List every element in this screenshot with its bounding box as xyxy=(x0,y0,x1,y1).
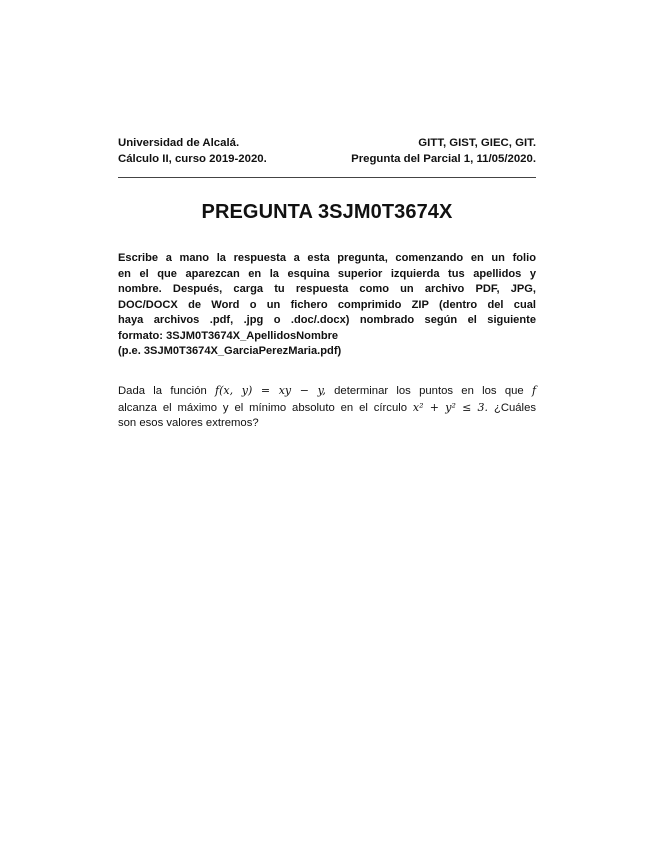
exam-info: Pregunta del Parcial 1, 11/05/2020. xyxy=(351,152,536,165)
function-symbol: f xyxy=(531,384,537,397)
course-name: Cálculo II, curso 2019-2020. xyxy=(118,152,267,165)
question-text: determinar los puntos en los que xyxy=(334,385,524,397)
instructions-line: haya archivos .pdf, .jpg o .doc/.docx) nombrado según el siguiente xyxy=(118,314,536,326)
instructions-line: (p.e. 3SJM0T3674X_GarciaPerezMaria.pdf) xyxy=(118,345,342,357)
question-statement xyxy=(118,383,536,432)
instructions-line: DOC/DOCX de Word o un fichero comprimido ZIP (dentro del cual xyxy=(118,298,536,311)
header-right xyxy=(351,136,536,167)
question-text: alcanza el máximo y el mínimo absoluto en el círculo xyxy=(118,401,408,414)
question-title: PREGUNTA 3SJM0T3674X xyxy=(201,201,453,223)
function-formula: f(x, y) = xy − y, xyxy=(215,384,326,397)
instructions-paragraph xyxy=(118,251,536,360)
university-name: Universidad de Alcalá. xyxy=(118,137,240,149)
question-text: Dada la función xyxy=(118,385,207,397)
header-left xyxy=(118,136,267,167)
instructions-line: en el que aparezcan en la esquina superior izquierda tus apellidos y xyxy=(118,267,536,280)
question-line xyxy=(118,383,536,400)
question-line: son esos valores extremos? xyxy=(118,417,259,429)
instructions-line: nombre. Después, carga tu respuesta como un archivo PDF, JPG, xyxy=(118,283,536,295)
header-divider xyxy=(118,177,536,178)
instructions-line: formato: 3SJM0T3674X_ApellidosNombre xyxy=(118,329,339,342)
instructions-line: Escribe a mano la respuesta a esta pregunta, comenzando en un folio xyxy=(118,252,536,264)
domain-inequality: x² + y² ≤ 3. xyxy=(412,400,489,414)
question-text: ¿Cuáles xyxy=(493,401,537,414)
question-line xyxy=(118,400,536,417)
degree-programs: GITT, GIST, GIEC, GIT. xyxy=(418,137,536,149)
